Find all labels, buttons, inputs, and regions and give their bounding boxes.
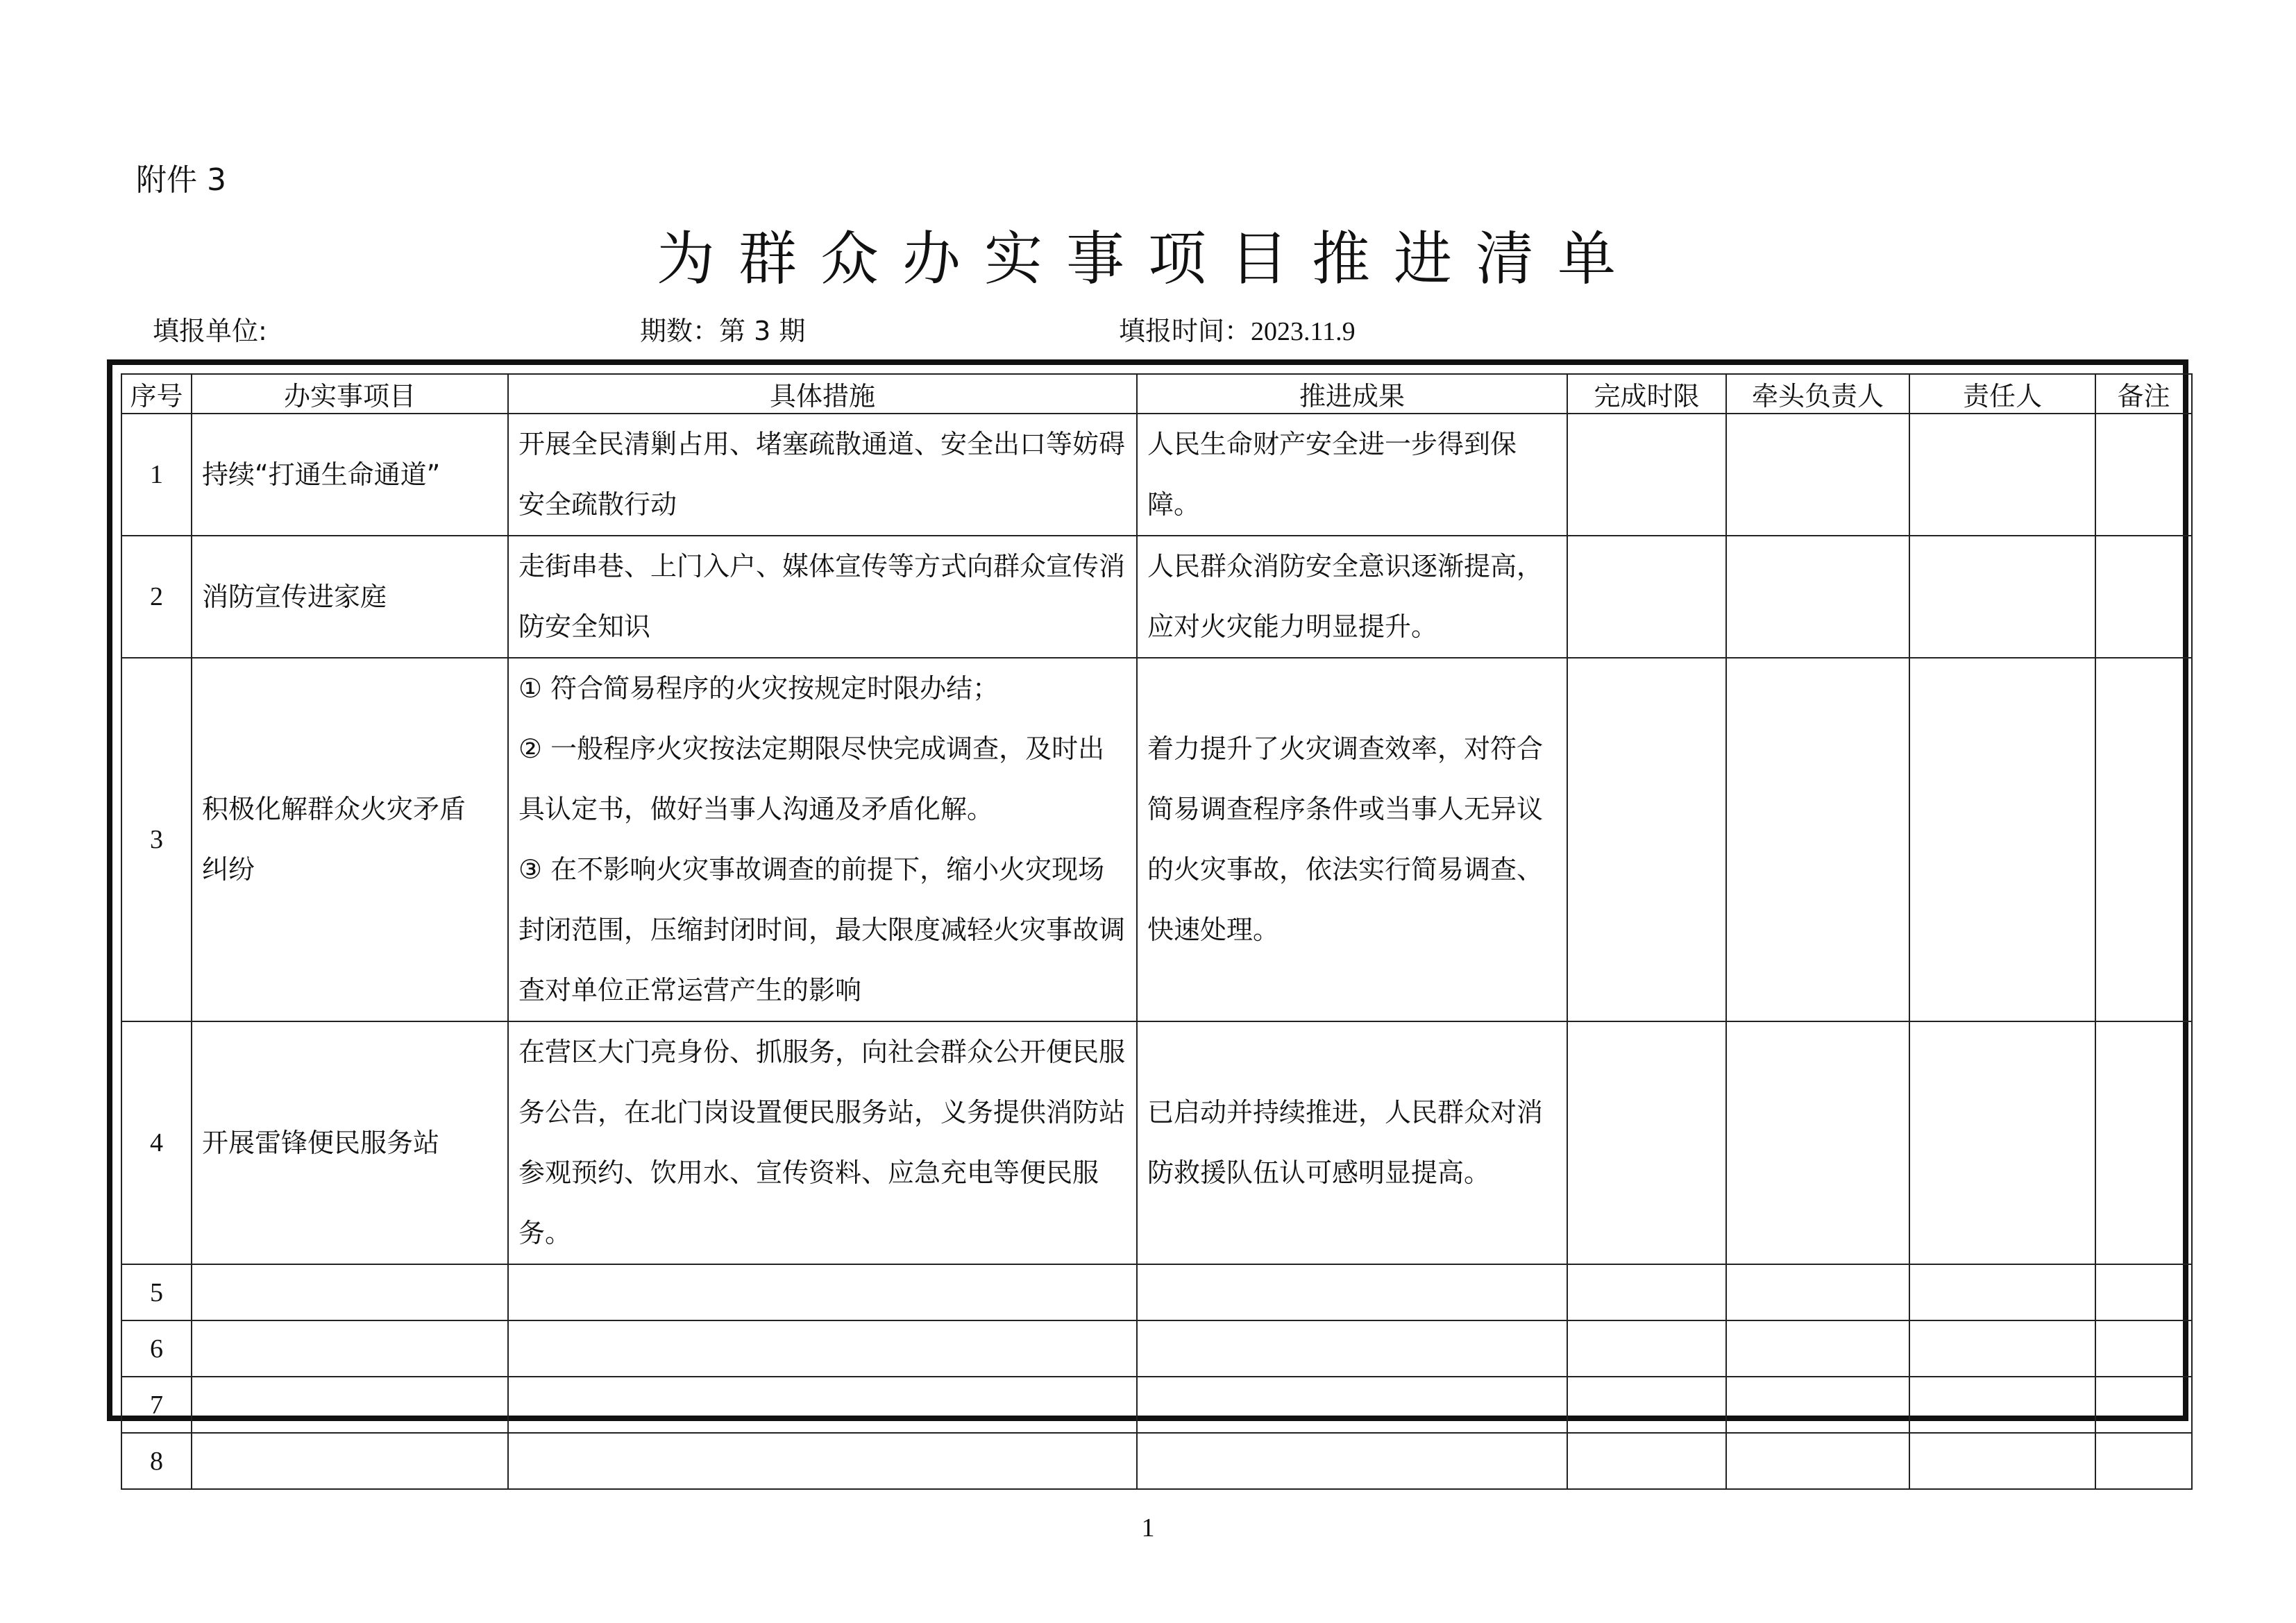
empty-row — [121, 1433, 2192, 1489]
cell-deadline — [1567, 414, 1726, 536]
measure-line: 具认定书，做好当事人沟通及矛盾化解。 — [518, 794, 994, 824]
header-seq: 序号 — [121, 374, 192, 414]
measure-line: ① 符合简易程序的火灾按规定时限办结； — [518, 673, 999, 704]
document-title: 为群众办实事项目推进清单 — [656, 225, 1639, 293]
measure-line: ③ 在不影响火灾事故调查的前提下，缩小火灾现场 — [518, 854, 1105, 885]
cell-deadline — [1567, 1433, 1726, 1489]
cell-item — [192, 1264, 508, 1320]
header-notes: 备注 — [2095, 374, 2192, 414]
unit-field — [153, 314, 267, 348]
cell-responsible — [1909, 414, 2095, 536]
cell-seq: 7 — [121, 1377, 192, 1433]
cell-lead — [1726, 1021, 1909, 1264]
result-line: 障。 — [1147, 489, 1201, 520]
cell-deadline — [1567, 658, 1726, 1021]
result-line: 简易调查程序条件或当事人无异议 — [1147, 794, 1544, 824]
cell-deadline — [1567, 1021, 1726, 1264]
table-row — [121, 1021, 2192, 1264]
cell-notes — [2095, 658, 2192, 1021]
cell-deadline — [1567, 536, 1726, 658]
item-line: 纠纷 — [202, 854, 255, 885]
cell-measures — [508, 536, 1137, 658]
measure-line: 参观预约、饮用水、宣传资料、应急充电等便民服务。 — [518, 1157, 1099, 1248]
cell-item — [192, 658, 508, 1021]
cell-responsible — [1909, 1433, 2095, 1489]
cell-deadline — [1567, 1377, 1726, 1433]
date-value: 2023.11.9 — [1251, 317, 1356, 346]
attachment-label: 附件 3 — [136, 162, 226, 198]
header-responsible: 责任人 — [1909, 374, 2095, 414]
cell-seq: 2 — [121, 536, 192, 658]
table-frame — [107, 359, 2188, 1476]
cell-lead — [1726, 1377, 1909, 1433]
date-field — [1119, 314, 1356, 349]
table-row — [121, 536, 2192, 658]
table-row — [121, 414, 2192, 536]
cell-responsible — [1909, 1320, 2095, 1377]
measure-line: 封闭范围，压缩封闭时间，最大限度减轻火灾事故调 — [518, 915, 1126, 945]
cell-results — [1137, 1377, 1567, 1433]
cell-measures — [508, 1320, 1137, 1377]
cell-responsible — [1909, 658, 2095, 1021]
cell-item: 开展雷锋便民服务站 — [192, 1021, 508, 1264]
measure-line: 开展全民清剿占用、堵塞疏散通道、安全出口等妨碍 — [518, 429, 1126, 459]
cell-deadline — [1567, 1320, 1726, 1377]
cell-results — [1137, 1021, 1567, 1264]
result-line: 人民生命财产安全进一步得到保 — [1147, 429, 1517, 459]
header-measures: 具体措施 — [508, 374, 1137, 414]
cell-seq: 4 — [121, 1021, 192, 1264]
cell-lead — [1726, 414, 1909, 536]
measure-line: 务公告，在北门岗设置便民服务站，义务提供消防站 — [518, 1097, 1126, 1128]
result-line: 防救援队伍认可感明显提高。 — [1147, 1157, 1491, 1188]
header-row — [121, 374, 2192, 414]
cell-measures — [508, 658, 1137, 1021]
cell-results — [1137, 1264, 1567, 1320]
cell-item: 持续“打通生命通道” — [192, 414, 508, 536]
cell-results — [1137, 1320, 1567, 1377]
project-table — [121, 373, 2193, 1490]
cell-measures — [508, 414, 1137, 536]
cell-results — [1137, 414, 1567, 536]
result-line: 人民群众消防安全意识逐渐提高， — [1147, 551, 1544, 581]
result-line: 着力提升了火灾调查效率，对符合 — [1147, 733, 1544, 764]
cell-seq: 5 — [121, 1264, 192, 1320]
cell-responsible — [1909, 1021, 2095, 1264]
cell-item — [192, 1320, 508, 1377]
empty-row — [121, 1320, 2192, 1377]
cell-seq: 6 — [121, 1320, 192, 1377]
cell-responsible — [1909, 1377, 2095, 1433]
cell-item: 消防宣传进家庭 — [192, 536, 508, 658]
cell-seq: 1 — [121, 414, 192, 536]
cell-notes — [2095, 536, 2192, 658]
page-number: 1 — [1141, 1513, 1155, 1543]
result-line: 快速处理。 — [1147, 915, 1280, 945]
cell-notes — [2095, 1377, 2192, 1433]
cell-lead — [1726, 1264, 1909, 1320]
date-label: 填报时间： — [1119, 316, 1251, 346]
empty-row — [121, 1377, 2192, 1433]
cell-notes — [2095, 1264, 2192, 1320]
header-deadline: 完成时限 — [1567, 374, 1726, 414]
period-label: 期数：第 3 期 — [640, 316, 806, 346]
result-line: 应对火灾能力明显提升。 — [1147, 611, 1438, 642]
cell-lead — [1726, 658, 1909, 1021]
cell-deadline — [1567, 1264, 1726, 1320]
cell-seq: 8 — [121, 1433, 192, 1489]
measure-line: 防安全知识 — [518, 611, 651, 642]
cell-measures — [508, 1377, 1137, 1433]
measure-line: 安全疏散行动 — [518, 489, 677, 520]
cell-lead — [1726, 1433, 1909, 1489]
item-line: 积极化解群众火灾矛盾 — [202, 794, 466, 824]
result-line: 已启动并持续推进，人民群众对消 — [1147, 1097, 1544, 1128]
cell-responsible — [1909, 536, 2095, 658]
cell-notes — [2095, 1021, 2192, 1264]
table-row — [121, 658, 2192, 1021]
cell-lead — [1726, 536, 1909, 658]
measure-line: 查对单位正常运营产生的影响 — [518, 975, 862, 1005]
unit-label: 填报单位: — [153, 316, 267, 346]
cell-item — [192, 1433, 508, 1489]
cell-notes — [2095, 1433, 2192, 1489]
cell-measures — [508, 1264, 1137, 1320]
cell-results — [1137, 536, 1567, 658]
measure-line: ② 一般程序火灾按法定期限尽快完成调查，及时出 — [518, 733, 1105, 764]
header-lead: 牵头负责人 — [1726, 374, 1909, 414]
cell-notes — [2095, 414, 2192, 536]
cell-measures — [508, 1021, 1137, 1264]
cell-seq: 3 — [121, 658, 192, 1021]
measure-line: 在营区大门亮身份、抓服务，向社会群众公开便民服 — [518, 1037, 1126, 1067]
result-line: 的火灾事故，依法实行简易调查、 — [1147, 854, 1544, 885]
cell-notes — [2095, 1320, 2192, 1377]
cell-results — [1137, 1433, 1567, 1489]
cell-responsible — [1909, 1264, 2095, 1320]
measure-line: 走街串巷、上门入户、媒体宣传等方式向群众宣传消 — [518, 551, 1126, 581]
cell-measures — [508, 1433, 1137, 1489]
header-results: 推进成果 — [1137, 374, 1567, 414]
empty-row — [121, 1264, 2192, 1320]
cell-results — [1137, 658, 1567, 1021]
header-item: 办实事项目 — [192, 374, 508, 414]
cell-item — [192, 1377, 508, 1433]
cell-lead — [1726, 1320, 1909, 1377]
